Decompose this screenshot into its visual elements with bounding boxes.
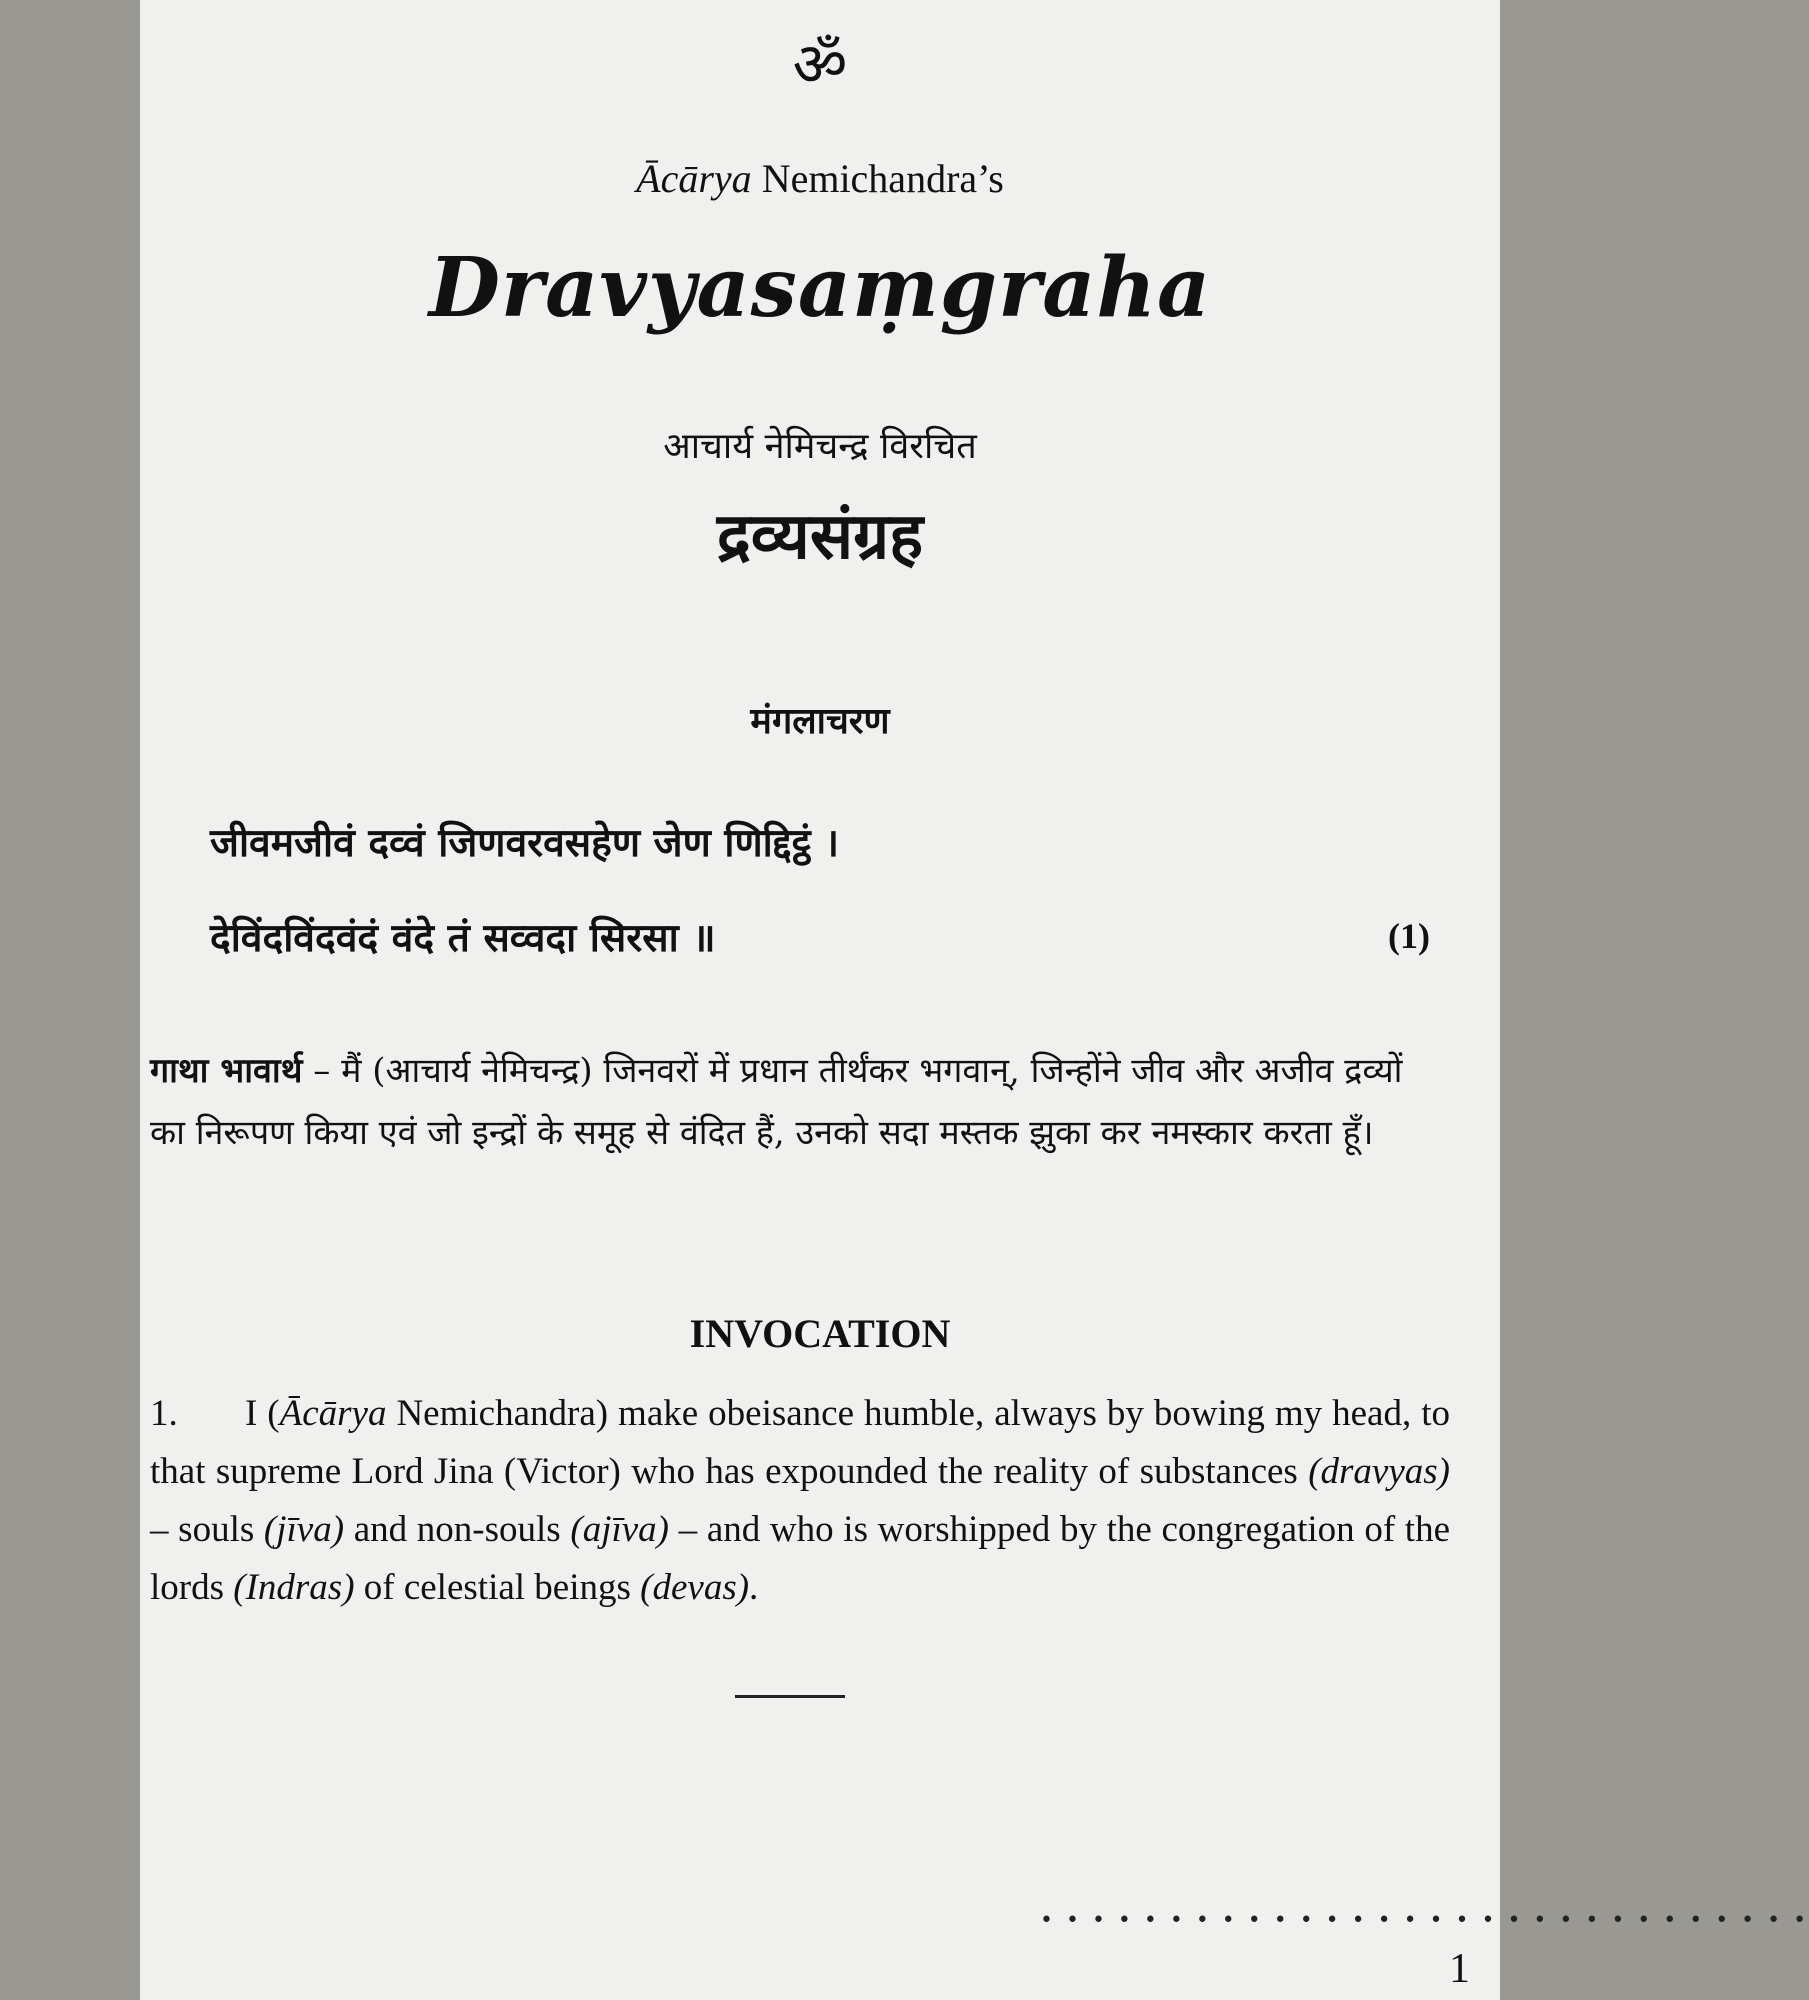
gatha-label: गाथा भावार्थ bbox=[150, 1051, 303, 1091]
page-number: 1 bbox=[1449, 1946, 1470, 1992]
text-run: . bbox=[749, 1567, 759, 1608]
text-run: – souls bbox=[150, 1509, 264, 1550]
gatha-bhavarth-paragraph bbox=[150, 1040, 1440, 1164]
text-run: I ( bbox=[245, 1393, 280, 1434]
italic-run: (ajīva) bbox=[570, 1509, 669, 1550]
author-line bbox=[140, 155, 1500, 202]
invocation-paragraph bbox=[150, 1385, 1450, 1617]
page-title: Dravyasaṃgraha bbox=[428, 240, 1212, 336]
author-line-suffix: Nemichandra’s bbox=[751, 156, 1004, 201]
invocation-heading: INVOCATION bbox=[689, 1311, 951, 1356]
book-page bbox=[140, 0, 1809, 2000]
text-run: – and who is worshipped by the congregation of the lords bbox=[150, 1509, 1451, 1608]
hindi-author-line: आचार्य नेमिचन्द्र विरचित bbox=[663, 426, 977, 467]
section-divider bbox=[735, 1695, 845, 1698]
text-run: of celestial beings bbox=[354, 1567, 641, 1608]
italic-run: (dravyas) bbox=[1308, 1451, 1450, 1492]
gatha-text: – मैं (आचार्य नेमिचन्द्र) जिनवरों में प्रधान तीर्थंकर भगवान्, जिन्होंने जीव और अजीव द्रव्यों का निरूपण किया एवं जो इन्द्रों के समूह से वंदित हैं, उनको सदा मस्तक झुका कर नमस्कार करता हूँ। bbox=[150, 1051, 1403, 1153]
text-run: Nemichandra) make obeisance humble, always by bowing my head, to that supreme Lord Jina (Victor) who has expounded the reality of substances bbox=[150, 1393, 1450, 1492]
dotted-ornament: • • • • • • • • • • • • • • • • • • • • • • • • • • • • • • bbox=[1040, 1908, 1809, 1933]
verse-line-2: देविंदविंदवंदं वंदे तं सव्वदा सिरसा ॥ bbox=[210, 915, 716, 961]
verse-line-1: जीवमजीवं दव्वं जिणवरवसहेण जेण णिद्दिट्ठं । bbox=[210, 820, 840, 866]
italic-run: (jīva) bbox=[263, 1509, 345, 1550]
page-content bbox=[140, 0, 1809, 2000]
italic-run: (Indras) bbox=[233, 1567, 355, 1608]
italic-run: Ācārya bbox=[279, 1393, 387, 1434]
italic-run: (devas) bbox=[640, 1567, 750, 1608]
hindi-title: द्रव्यसंग्रह bbox=[716, 499, 924, 574]
author-line-prefix: Ācārya bbox=[636, 156, 752, 201]
text-run: and non-souls bbox=[344, 1509, 571, 1550]
paragraph-number: 1. bbox=[150, 1393, 178, 1434]
om-symbol: ॐ bbox=[792, 30, 848, 100]
verse-number: (1) bbox=[1388, 916, 1430, 956]
mangalacharan-heading: मंगलाचरण bbox=[750, 700, 890, 742]
